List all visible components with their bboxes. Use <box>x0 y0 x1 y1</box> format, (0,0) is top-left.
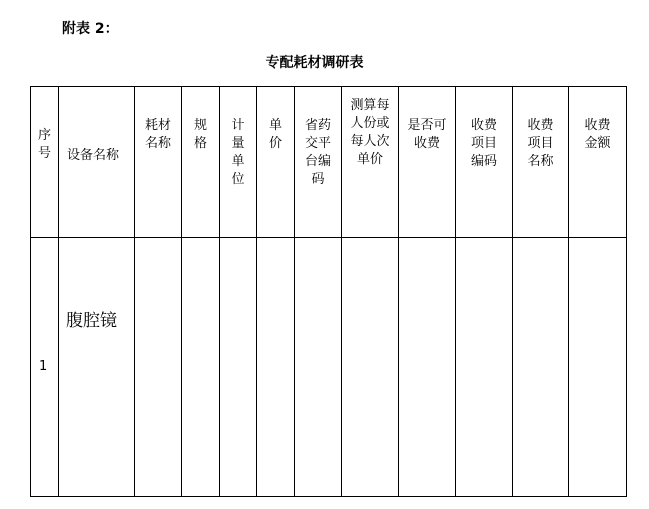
cell-fee-amount[interactable] <box>569 238 627 497</box>
cell-chargeable[interactable] <box>399 238 456 497</box>
header-cell-provincial-code <box>295 87 342 238</box>
cell-spec[interactable] <box>182 238 220 497</box>
header-cell-seq <box>31 87 59 238</box>
header-cell-price <box>257 87 295 238</box>
header-cell-chargeable <box>399 87 456 238</box>
header-seq: 序号 <box>37 128 51 161</box>
header-cell-fee-item-code <box>456 87 513 238</box>
row-seq-value: 1 <box>39 359 48 374</box>
header-cell-fee-item-name <box>513 87 569 238</box>
survey-table <box>30 86 627 497</box>
cell-fee-item-name[interactable] <box>513 238 569 497</box>
table-title: 专配耗材调研表 <box>265 55 364 71</box>
header-cell-consumable-name <box>135 87 182 238</box>
cell-fee-item-code[interactable] <box>456 238 513 497</box>
cell-device-name[interactable] <box>59 238 135 497</box>
header-cell-device-name <box>59 87 135 238</box>
header-consumable-name: 耗材名称 <box>144 118 171 151</box>
header-fee-amount: 收费金额 <box>584 118 611 151</box>
header-price: 单价 <box>268 118 282 151</box>
cell-price[interactable] <box>257 238 295 497</box>
header-spec: 规格 <box>193 118 207 151</box>
header-device-name: 设备名称 <box>67 148 120 163</box>
cell-seq[interactable] <box>31 238 59 497</box>
header-cell-unit <box>220 87 257 238</box>
header-fee-item-name: 收费项目名称 <box>527 118 554 169</box>
header-cell-spec <box>182 87 220 238</box>
header-cell-per-capita <box>342 87 399 238</box>
cell-per-capita[interactable] <box>342 238 399 497</box>
header-unit: 计量单位 <box>231 118 245 187</box>
cell-unit[interactable] <box>220 238 257 497</box>
row-device-name-value: 腹腔镜 <box>66 311 117 331</box>
header-cell-fee-amount <box>569 87 627 238</box>
cell-consumable-name[interactable] <box>135 238 182 497</box>
cell-provincial-code[interactable] <box>295 238 342 497</box>
header-provincial-code: 省药交平台编码 <box>304 118 331 187</box>
header-per-capita: 测算每人份或每人次单价 <box>350 98 390 167</box>
appendix-label: 附表 2： <box>62 21 119 37</box>
header-row <box>31 87 627 238</box>
header-chargeable: 是否可收费 <box>407 118 447 151</box>
table-row <box>31 238 627 497</box>
header-fee-item-code: 收费项目编码 <box>470 118 497 169</box>
